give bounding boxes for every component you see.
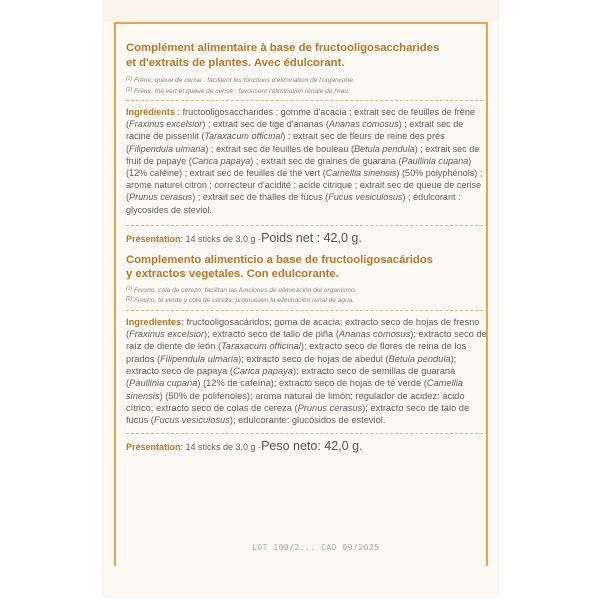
fr-title: Complément alimentaire à base de fructooligosaccharides et d'extraits de plantes. Avec édulcorant. [126,42,440,69]
latin-name: Carica papaya [232,366,293,377]
es-ingredients: Ingredientes: fructooligosacáridos; goma de acacia; extracto seco de hojas de fresno (Fraxinus excelsior); extracto seco de tallo de piña (Ananas comosus); extracto seco de raíz de diente de león (Taraxacum officinal); extracto seco de flores de reina de los prados (Filipendula ulmaria); extracto seco de hojas de abedul (Betula pendula); extracto seco de papaya (Carica papaya); extracto seco de semillas de guaraná (Paullinia cupana) (12% de cafeína); extracto seco de hojas de té verde (Camellia sinensis) (50% de polifenoles); aroma natural de limón; regulador de acidez: ácido cítrico; extracto seco de colas de cereza (Prunus cerasus); extracto seco de talo de fucus (Fucus vesiculosus); edulcorante: glucósidos de esteviol. [126,316,487,426]
es-note-2: $^{(2)}$ Fresno, té verde y cola de cereza: promueven la eliminación renal de agua. [126,296,355,305]
latin-name: Fraxinus excelsior [129,119,203,130]
latin-name: Betula pendula [388,353,451,364]
divider [126,433,488,434]
label-content [126,41,488,453]
fr-ingredients: Ingrédients : fructooligosaccharides ; gomme d'acacia ; extrait sec de feuilles de frêne (Fraxinus excelsior) ; extrait sec de tige d'ananas (Ananas comosus) ; extrait sec de racine de pissenlit (Taraxacum officinal) ; extrait sec de fleurs de reine des prés (Filipendula ulmaria) ; extrait sec de feuilles de bouleau (Betula pendula) ; extrait sec de fruit de papaye (Carica papaya) ; extrait sec de graines de guarana (Paullinia cupana) (12% caféine) ; extrait sec de feuilles de thé vert (Camellia sinensis) (50% polyphénols) ; arome naturel citron ; correcteur d'acidité : acide citrique ; extrait sec de queue de cerise (Prunus cerasus) ; extrait sec de thalles de fucus (Fucus vesiculosus) ; édulcorant : glycosides de steviol. [126,107,483,215]
latin-name: Paullinia cupana [401,155,469,166]
latin-name: Fucus vesiculosus [328,192,403,203]
latin-name: Ananas comosus [338,329,411,340]
latin-name: Carica papaya [191,155,251,166]
latin-name: Camellia sinensis [126,378,463,401]
es-note-1: $^{(1)}$ Fresno, cola de cerezo: facilitan las funciones de eliminación del organismo. [126,285,357,294]
divider [126,225,488,226]
latin-name: Taraxacum officinal [221,341,301,352]
latin-name: Prunus cerasus [129,192,193,203]
fr-net-weight: Poids net : 42,0 g. [261,230,362,245]
latin-name: Ananas comosus [328,119,399,130]
latin-name: Betula pendula [353,143,415,154]
product-box [104,0,498,596]
latin-name: Taraxacum officinal [204,131,283,142]
latin-name: Camellia sinensis [325,168,397,179]
lot-expiry-stamp: LOT 100/2... CAD 09/2025 [252,543,380,552]
divider [126,310,488,311]
fr-note-2: $^{(2)}$ Frêne, thé vert et queue de cerise : favorisent l'élimination rénale de l'eau. [126,86,350,95]
fr-note-1: $^{(1)}$ Frêne, queue de cerise : facilitent les fonctions d'élimination de l'organisme. [126,76,355,84]
latin-name: Paullinia cupana [129,378,198,389]
divider [126,100,488,101]
fr-presentation: Présentation : 14 sticks de 3,0 g - Poids net : 42,0 g. [126,230,362,245]
latin-name: Fucus vesiculosus [153,415,230,426]
latin-name: Prunus cerasus [297,402,363,413]
latin-name: Filipendula ulmaria [129,143,206,154]
latin-name: Filipendula ulmaria [160,353,239,364]
box-top-flap [104,0,498,22]
es-presentation: Présentation : 14 sticks de 3,0 g - Peso neto: 42,0 g. [126,438,363,453]
latin-name: Fraxinus excelsior [129,329,205,340]
es-net-weight: Peso neto: 42,0 g. [261,438,363,453]
es-title: Complemento alimenticio a base de fructooligosacáridos y extractos vegetales. Con edulcorante. [126,253,433,281]
